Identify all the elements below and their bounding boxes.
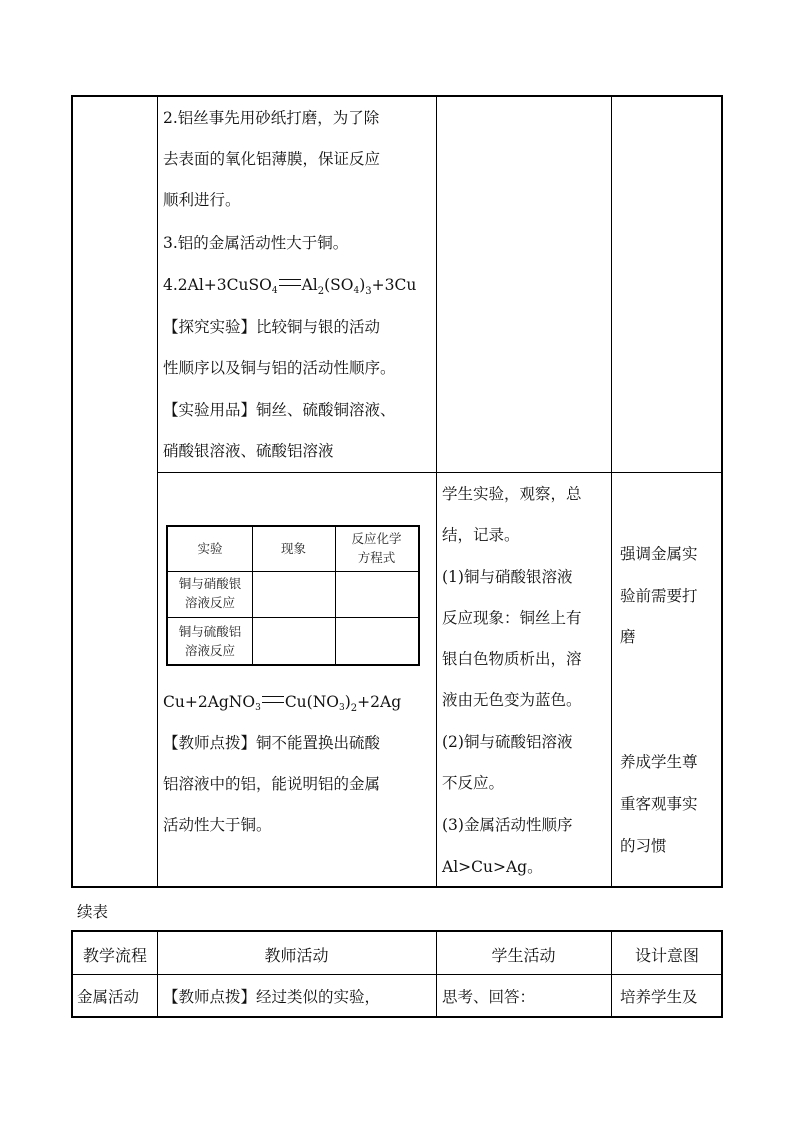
row-divider (73, 974, 721, 975)
header-process: 教学流程 (82, 946, 147, 965)
chemical-equation: Cu+2AgNO$_3$ $Cu(NO_3)_2+2Ag$ (163, 693, 402, 714)
text-line: 【实验用品】铜丝、硫酸铜溶液、 (163, 401, 396, 419)
inner-row-label: 铜与硫酸铝 溶液反应 (178, 624, 242, 658)
experiment-table (166, 525, 420, 666)
text-line: 硝酸银溶液、硫酸铝溶液 (163, 442, 334, 460)
text-line: 验前需要打 (620, 587, 698, 605)
double-equal-sign (262, 696, 284, 703)
header-equation: 反应化学 方程式 (351, 531, 402, 565)
header-teacher-activity: 教师活动 (264, 946, 329, 965)
text-line: 反应现象：铜丝上有 (442, 609, 582, 627)
text-line: Al>Cu>Ag。 (442, 858, 543, 876)
text-line: (2)铜与硫酸铝溶液 (442, 733, 573, 751)
text-line: 的习惯 (620, 837, 667, 855)
text-line: (1)铜与硝酸银溶液 (442, 568, 573, 586)
text-line: 磨 (620, 628, 636, 646)
chemical-equation: 4.2Al+3CuSO$_4$ $Al_2(SO_4)_3+3Cu$ (163, 276, 417, 297)
text-line: 强调金属实 (620, 545, 698, 563)
text-line: 性顺序以及铜与铝的活动性顺序。 (163, 359, 396, 377)
text-line: (3)金属活动性顺序 (442, 816, 573, 834)
header-student-activity: 学生活动 (491, 946, 556, 965)
cell-student-activity: 思考、回答： (442, 988, 536, 1006)
column-divider (157, 97, 158, 886)
text-line: 【探究实验】比较铜与银的活动 (163, 318, 381, 336)
text-line: 铝溶液中的铝，能说明铝的金属 (163, 775, 381, 793)
cell-design-intent: 培养学生及 (620, 988, 698, 1006)
inner-row-divider (168, 571, 418, 572)
column-divider (611, 97, 612, 886)
double-equal-sign (279, 279, 301, 286)
cell-teacher-activity: 【教师点拨】经过类似的实验， (163, 988, 381, 1006)
header-phenomenon: 现象 (280, 541, 306, 556)
text-line: 养成学生尊 (620, 753, 698, 771)
text-line: 不反应。 (442, 774, 505, 792)
text-line: 银白色物质析出，溶 (442, 650, 582, 668)
continued-caption: 续表 (77, 903, 109, 921)
text-line: 3.铝的金属活动性大于铜。 (163, 234, 349, 252)
text-line: 结，记录。 (442, 526, 520, 544)
text-line: 液由无色变为蓝色。 (442, 691, 582, 709)
row-divider (157, 472, 721, 473)
inner-row-divider (168, 617, 418, 618)
text-line: 顺利进行。 (163, 191, 241, 209)
text-line: 活动性大于铜。 (163, 816, 272, 834)
header-design-intent: 设计意图 (634, 946, 699, 965)
header-experiment: 实验 (197, 541, 223, 556)
inner-row-label: 铜与硝酸银 溶液反应 (178, 576, 242, 610)
text-line: 学生实验，观察，总 (442, 485, 582, 503)
text-line: 重客观事实 (620, 795, 698, 813)
text-line: 【教师点拨】铜不能置换出硫酸 (163, 734, 381, 752)
text-line: 去表面的氧化铝薄膜，保证反应 (163, 150, 381, 168)
cell-process: 金属活动 (77, 988, 140, 1006)
text-line: 2.铝丝事先用砂纸打磨，为了除 (163, 109, 380, 127)
column-divider (436, 97, 437, 886)
